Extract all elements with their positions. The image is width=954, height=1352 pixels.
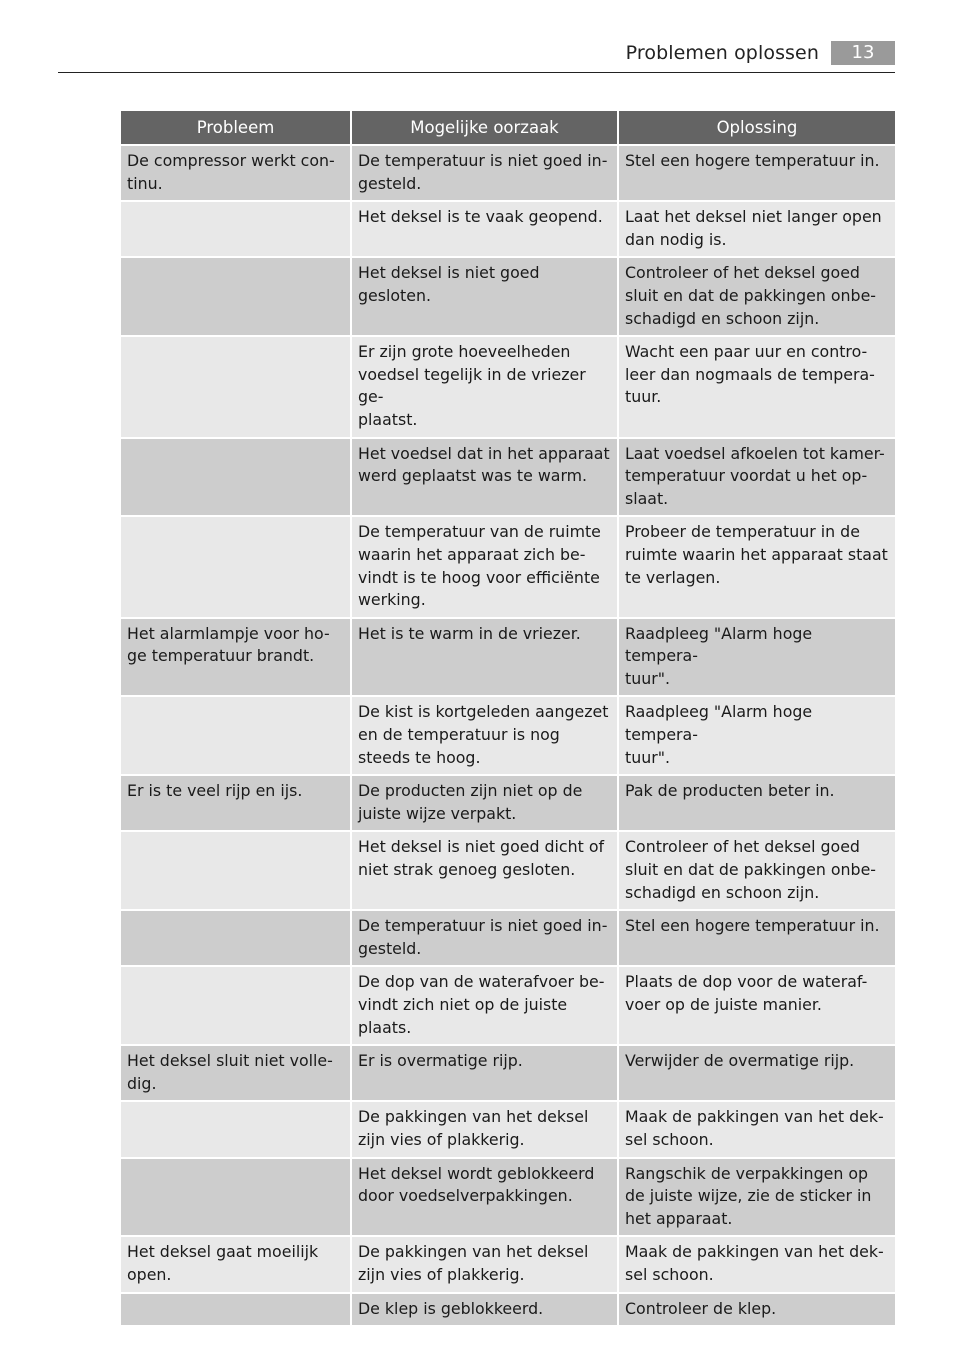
- solution-cell: Raadpleeg "Alarm hoge tempera- tuur".: [619, 619, 895, 696]
- solution-cell: Controleer de klep.: [619, 1294, 895, 1326]
- cause-cell: De temperatuur is niet goed in- gesteld.: [352, 911, 617, 965]
- solution-cell: Maak de pakkingen van het dek- sel schoon.: [619, 1237, 895, 1291]
- solution-cell: Verwijder de overmatige rijp.: [619, 1046, 895, 1100]
- cause-cell: Er zijn grote hoeveelheden voedsel tegelijk in de vriezer ge- plaatst.: [352, 337, 617, 436]
- problem-cell: [121, 517, 350, 616]
- problem-cell: De compressor werkt con- tinu.: [121, 146, 350, 200]
- solution-cell: Probeer de temperatuur in de ruimte waarin het apparaat staat te verlagen.: [619, 517, 895, 616]
- cause-cell: De klep is geblokkeerd.: [352, 1294, 617, 1326]
- solution-cell: Maak de pakkingen van het dek- sel schoon.: [619, 1102, 895, 1156]
- cause-cell: Het deksel is te vaak geopend.: [352, 202, 617, 256]
- cause-cell: Het deksel is niet goed gesloten.: [352, 258, 617, 335]
- cause-cell: Het deksel is niet goed dicht of niet strak genoeg gesloten.: [352, 832, 617, 909]
- cause-cell: De dop van de waterafvoer be- vindt zich niet op de juiste plaats.: [352, 967, 617, 1044]
- problem-cell: Het deksel sluit niet volle- dig.: [121, 1046, 350, 1100]
- solution-cell: Rangschik de verpakkingen op de juiste wijze, zie de sticker in het apparaat.: [619, 1159, 895, 1236]
- page-header: [58, 40, 895, 73]
- column-header-cause: Mogelijke oorzaak: [352, 111, 617, 144]
- solution-cell: Stel een hogere temperatuur in.: [619, 146, 895, 200]
- problem-cell: [121, 911, 350, 965]
- troubleshooting-table: [121, 111, 895, 1325]
- solution-cell: Controleer of het deksel goed sluit en dat de pakkingen onbe- schadigd en schoon zijn.: [619, 832, 895, 909]
- solution-cell: Plaats de dop voor de wateraf- voer op de juiste manier.: [619, 967, 895, 1044]
- problem-cell: [121, 202, 350, 256]
- problem-cell: [121, 337, 350, 436]
- page-number: 13: [831, 41, 895, 65]
- cause-cell: Het voedsel dat in het apparaat werd geplaatst was te warm.: [352, 439, 617, 516]
- section-title: Problemen oplossen: [625, 42, 819, 64]
- solution-cell: Pak de producten beter in.: [619, 776, 895, 830]
- cause-cell: De temperatuur is niet goed in- gesteld.: [352, 146, 617, 200]
- cause-cell: Er is overmatige rijp.: [352, 1046, 617, 1100]
- cause-cell: De pakkingen van het deksel zijn vies of plakkerig.: [352, 1237, 617, 1291]
- problem-cell: [121, 697, 350, 774]
- problem-cell: [121, 967, 350, 1044]
- cause-cell: De producten zijn niet op de juiste wijze verpakt.: [352, 776, 617, 830]
- column-header-problem: Probleem: [121, 111, 350, 144]
- solution-cell: Controleer of het deksel goed sluit en dat de pakkingen onbe- schadigd en schoon zijn.: [619, 258, 895, 335]
- solution-cell: Stel een hogere temperatuur in.: [619, 911, 895, 965]
- problem-cell: [121, 832, 350, 909]
- cause-cell: De kist is kortgeleden aangezet en de temperatuur is nog steeds te hoog.: [352, 697, 617, 774]
- problem-cell: Het alarmlampje voor ho- ge temperatuur brandt.: [121, 619, 350, 696]
- cause-cell: Het is te warm in de vriezer.: [352, 619, 617, 696]
- solution-cell: Raadpleeg "Alarm hoge tempera- tuur".: [619, 697, 895, 774]
- solution-cell: Wacht een paar uur en contro- leer dan nogmaals de tempera- tuur.: [619, 337, 895, 436]
- problem-cell: [121, 1294, 350, 1326]
- problem-cell: Het deksel gaat moeilijk open.: [121, 1237, 350, 1291]
- problem-cell: [121, 439, 350, 516]
- problem-cell: [121, 1159, 350, 1236]
- problem-cell: Er is te veel rijp en ijs.: [121, 776, 350, 830]
- solution-cell: Laat voedsel afkoelen tot kamer- temperatuur voordat u het op- slaat.: [619, 439, 895, 516]
- cause-cell: Het deksel wordt geblokkeerd door voedselverpakkingen.: [352, 1159, 617, 1236]
- solution-cell: Laat het deksel niet langer open dan nodig is.: [619, 202, 895, 256]
- cause-cell: De pakkingen van het deksel zijn vies of plakkerig.: [352, 1102, 617, 1156]
- cause-cell: De temperatuur van de ruimte waarin het apparaat zich be- vindt is te hoog voor efficiënte werking.: [352, 517, 617, 616]
- problem-cell: [121, 258, 350, 335]
- problem-cell: [121, 1102, 350, 1156]
- column-header-solution: Oplossing: [619, 111, 895, 144]
